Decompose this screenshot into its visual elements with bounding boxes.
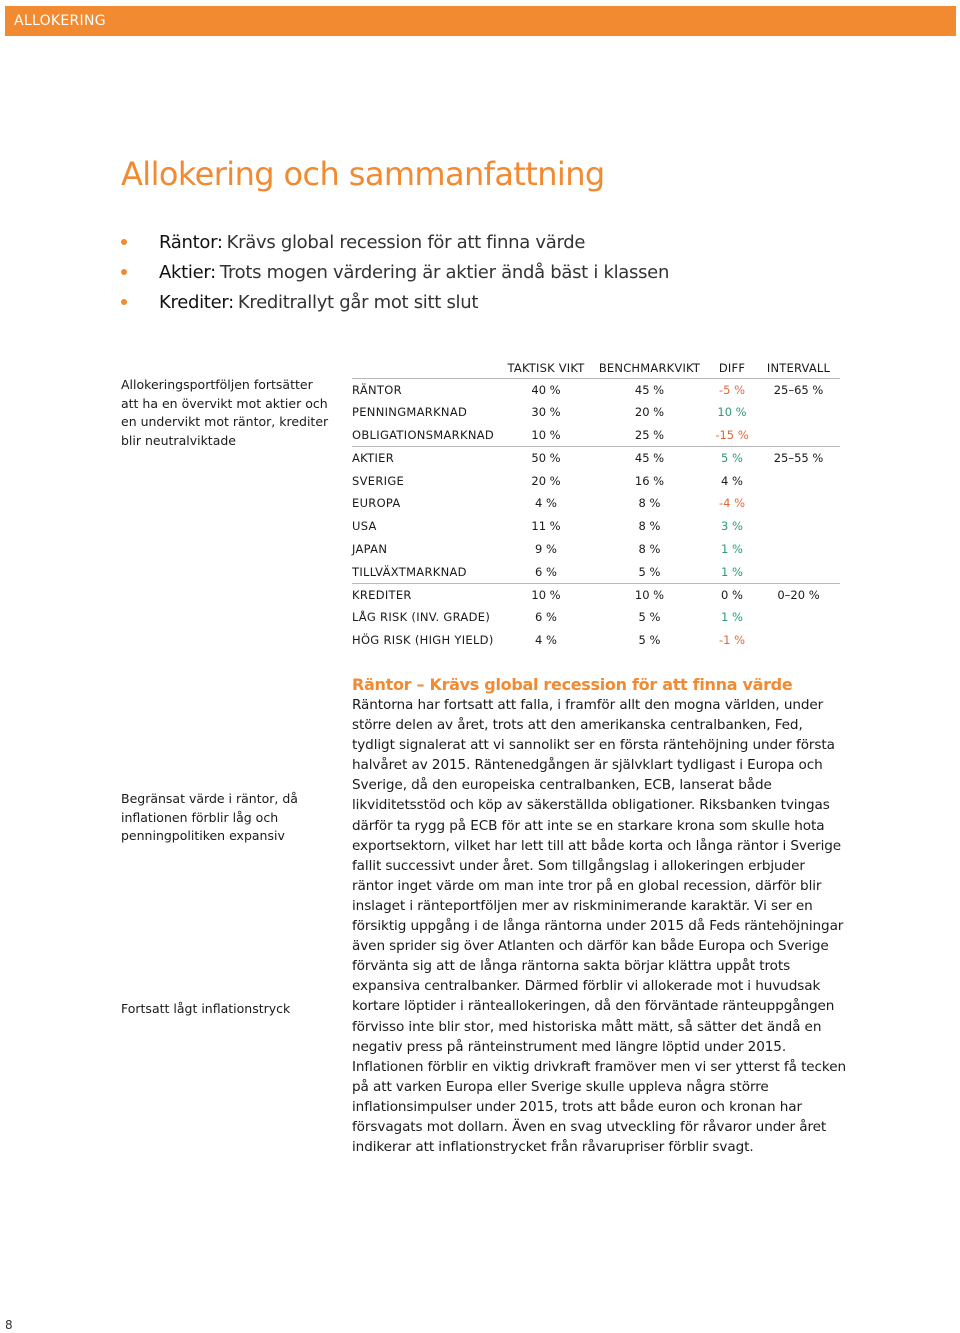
benchmark-weight: 16 % xyxy=(634,473,665,488)
interval-value xyxy=(757,401,840,424)
tactical-weight: 30 % xyxy=(531,405,561,420)
tactical-weight: 11 % xyxy=(531,519,561,534)
diff-value: -5 % xyxy=(707,378,757,401)
article-body: Räntorna har fortsatt att falla, i framför allt den mogna världen, under större delen av året, trots att den amerikanska centralbanken, Fed, tydligt signalerat att vi sannolikt ser en första räntehöjning under första halvåret av 2015. Räntenedgången är självklart tydligast i Europa och Sverige, då den europeiska centralbanken, ECB, lanserat både likviditetsstöd och köp av säkerställda obligationer. Riksbanken tvingas därför ta rygg på ECB för att inte se en starkare krona som skulle hota exportsektorn, vilket har lett till att både korta och långa räntor i Sverige fallit successivt under året. Som tillgångslag i allokeringen erbjuder räntor inget värde om man inte tror på en global recession, därför blir inslaget i ränteportföljen mer av riskminimerande karaktär. Vi ser en försiktig uppgång i de långa räntorna under 2015 då Feds räntehöjningar även sprider sig över Atlanten och därför kan både Europa och Sverige förvänta sig att de långa räntorna sakta börjar klättra uppåt trots expansiva centralbanker. Därmed förblir vi allokerade mot i huvudsak kortare löptider i ränteallokeringen, då den förväntade ränteuppgången förvisso inte blir stor, med historiska mått mätt, så sätter det ändå en negativ press på ränteinstrument med längre löptid under 2015. Inflationen förblir en viktig drivkraft framöver men vi ser ytterst få tecken på att varken Europa eller Sverige skulle uppleva några större inflationsimpulser under 2015, trots att både euron och kronan har försvagats mot dollarn. Även en svag utveckling för råvaror under året indikerar att inflationstrycket från råvarupriser förblir svagt. xyxy=(352,697,847,1156)
diff-value: 10 % xyxy=(717,405,747,420)
table-row xyxy=(352,492,840,515)
interval-value: 0–20 % xyxy=(757,583,840,606)
benchmark-weight: 10 % xyxy=(592,583,707,606)
tactical-weight: 6 % xyxy=(535,564,557,579)
row-label: OBLIGATIONSMARKNAD xyxy=(352,427,495,442)
diff-value: -1 % xyxy=(718,633,746,648)
interval-value xyxy=(757,515,840,538)
interval-value: 25–65 % xyxy=(757,378,840,401)
row-label: USA xyxy=(352,519,377,534)
header-interval: INTERVALL xyxy=(766,360,831,375)
benchmark-weight: 45 % xyxy=(592,446,707,469)
page-title: Allokering och sammanfattning xyxy=(121,155,605,193)
interval-value xyxy=(757,424,840,447)
side-note-inflation: Fortsatt lågt inflationstryck xyxy=(121,1001,291,1016)
table-row xyxy=(352,446,840,469)
table-row xyxy=(352,583,840,606)
benchmark-weight: 8 % xyxy=(638,541,661,556)
row-label: HÖG RISK (HIGH YIELD) xyxy=(352,633,494,648)
tactical-weight: 10 % xyxy=(531,427,561,442)
table-header-row xyxy=(352,360,840,378)
summary-bullet-aktier xyxy=(121,257,821,287)
diff-value: 3 % xyxy=(721,519,743,534)
bullet-dot-icon xyxy=(121,269,127,275)
interval-value xyxy=(757,538,840,561)
table-row xyxy=(352,560,840,583)
article-rantor xyxy=(352,674,846,1157)
summary-bullet-list xyxy=(121,227,821,317)
diff-value: 0 % xyxy=(707,583,757,606)
bullet-label: Krediter: xyxy=(159,291,234,313)
table-row xyxy=(352,469,840,492)
header-label xyxy=(352,360,500,378)
section-label: ALLOKERING xyxy=(14,13,106,29)
header-benchmark: BENCHMARKVIKT xyxy=(598,360,701,375)
table-body xyxy=(352,378,840,652)
benchmark-weight: 25 % xyxy=(634,427,665,442)
row-label: EUROPA xyxy=(352,496,401,511)
tactical-weight: 4 % xyxy=(535,496,557,511)
article-heading: Räntor – Krävs global recession för att finna värde xyxy=(352,675,793,694)
diff-value: 1 % xyxy=(721,541,743,556)
allocation-table xyxy=(352,360,840,652)
interval-value: 25–55 % xyxy=(757,446,840,469)
interval-value xyxy=(757,629,840,652)
table-row xyxy=(352,401,840,424)
row-label: KREDITER xyxy=(352,583,500,606)
table-row xyxy=(352,606,840,629)
row-label: RÄNTOR xyxy=(352,378,500,401)
row-label: SVERIGE xyxy=(352,473,405,488)
tactical-weight: 20 % xyxy=(531,473,561,488)
table-row xyxy=(352,424,840,447)
interval-value xyxy=(757,469,840,492)
summary-bullet-krediter xyxy=(121,287,821,317)
row-label: TILLVÄXTMARKNAD xyxy=(352,564,467,579)
benchmark-weight: 8 % xyxy=(638,496,661,511)
side-note-rates: Begränsat värde i räntor, då inflationen förblir låg och penningpolitiken expansiv xyxy=(121,791,298,843)
tactical-weight: 40 % xyxy=(500,378,592,401)
page-number: 8 xyxy=(5,1318,13,1332)
bullet-dot-icon xyxy=(121,239,127,245)
side-note-allocation: Allokeringsportföljen fortsätter att ha en övervikt mot aktier och en undervikt mot räntor, krediter blir neutralviktade xyxy=(121,377,329,448)
interval-value xyxy=(757,560,840,583)
table-row xyxy=(352,538,840,561)
diff-value: -4 % xyxy=(718,496,746,511)
table-row xyxy=(352,378,840,401)
row-label: LÅG RISK (INV. GRADE) xyxy=(352,610,491,625)
interval-value xyxy=(757,606,840,629)
tactical-weight: 6 % xyxy=(535,610,557,625)
diff-value: 4 % xyxy=(721,473,743,488)
benchmark-weight: 5 % xyxy=(638,564,661,579)
row-label: AKTIER xyxy=(352,446,500,469)
bullet-label: Aktier: xyxy=(159,261,216,283)
tactical-weight: 9 % xyxy=(535,541,557,556)
tactical-weight: 10 % xyxy=(500,583,592,606)
table-row xyxy=(352,629,840,652)
bullet-label: Räntor: xyxy=(159,231,223,253)
table-row xyxy=(352,515,840,538)
benchmark-weight: 8 % xyxy=(638,519,661,534)
row-label: JAPAN xyxy=(352,541,388,556)
benchmark-weight: 20 % xyxy=(634,405,665,420)
bullet-text: Krävs global recession för att finna värde xyxy=(226,231,586,253)
bullet-text: Trots mogen värdering är aktier ändå bäst i klassen xyxy=(219,261,670,283)
summary-bullet-rantor xyxy=(121,227,821,257)
tactical-weight: 4 % xyxy=(535,633,557,648)
diff-value: 1 % xyxy=(721,564,743,579)
bullet-text: Kreditrallyt går mot sitt slut xyxy=(237,291,479,313)
header-tactical: TAKTISK VIKT xyxy=(507,360,585,375)
benchmark-weight: 5 % xyxy=(638,610,661,625)
diff-value: -15 % xyxy=(715,427,749,442)
interval-value xyxy=(757,492,840,515)
diff-value: 5 % xyxy=(707,446,757,469)
section-header-bar xyxy=(5,6,956,36)
header-diff: DIFF xyxy=(718,360,746,375)
bullet-dot-icon xyxy=(121,299,127,305)
benchmark-weight: 45 % xyxy=(592,378,707,401)
diff-value: 1 % xyxy=(721,610,743,625)
benchmark-weight: 5 % xyxy=(638,633,661,648)
tactical-weight: 50 % xyxy=(500,446,592,469)
row-label: PENNINGMARKNAD xyxy=(352,405,468,420)
